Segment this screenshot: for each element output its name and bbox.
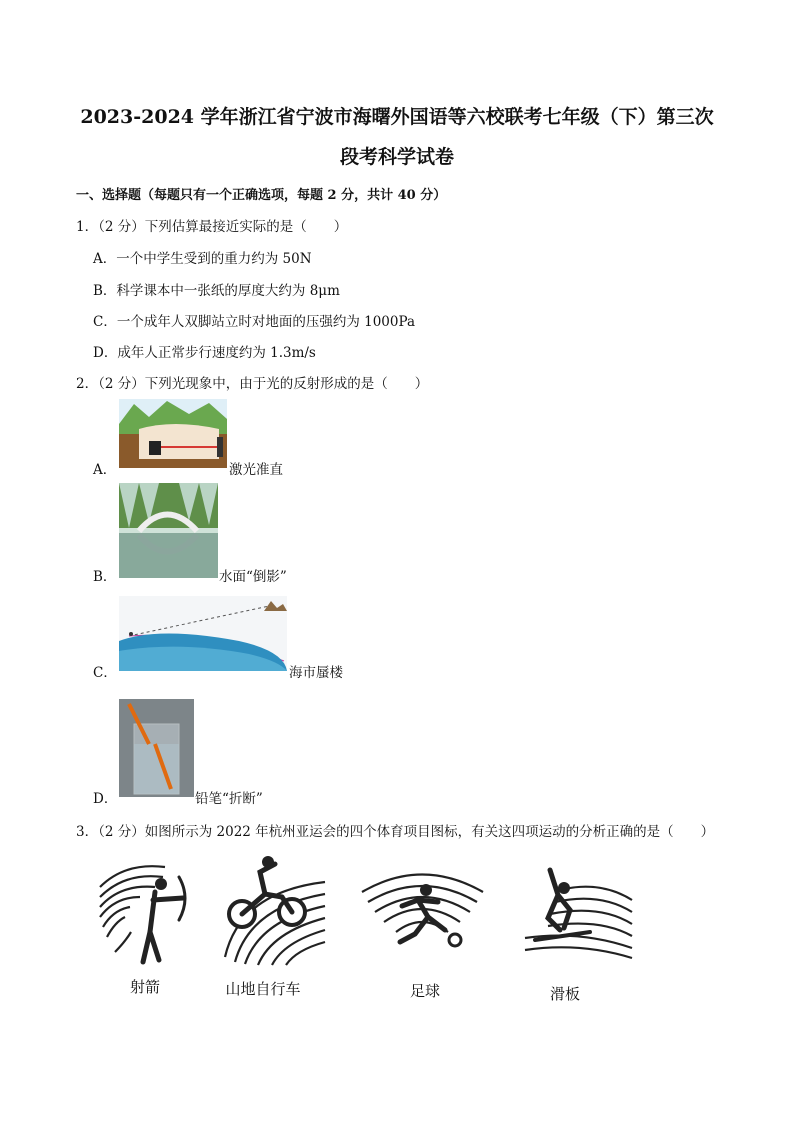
question-2-option-a-letter: A． [93, 462, 117, 478]
mirage-image [119, 596, 287, 671]
laser-tunnel-image [119, 399, 227, 468]
football-icon [360, 862, 485, 957]
skateboard-icon [520, 860, 635, 965]
question-3-stem: 3．（2 分）如图所示为 2022 年杭州亚运会的四个体育项目图标，有关这四项运动的分析正确的是（ ） [76, 824, 715, 840]
archery-icon [95, 852, 195, 967]
section-heading: 一、选择题（每题只有一个正确选项，每题 2 分，共计 40 分） [76, 188, 447, 203]
question-1-option-c: C．一个成年人双脚站立时对地面的压强约为 1000Pa [93, 314, 416, 330]
page-title-line2: 段考科学试卷 [339, 146, 454, 168]
icon-label-football: 足球 [409, 982, 440, 1000]
question-2-option-b-letter: B． [93, 569, 117, 585]
bridge-reflection-image [119, 483, 218, 578]
question-2-stem: 2．（2 分）下列光现象中，由于光的反射形成的是（ ） [76, 376, 429, 392]
icon-label-mountain-bike: 山地自行车 [225, 980, 301, 998]
question-1-stem: 1．（2 分）下列估算最接近实际的是（ ） [76, 219, 348, 235]
question-2-option-b-caption: 水面“倒影” [219, 569, 287, 585]
question-1-option-d: D．成年人正常步行速度约为 1.3m/s [93, 345, 316, 361]
page-title-line1: 2023-2024 学年浙江省宁波市海曙外国语等六校联考七年级（下）第三次 [80, 106, 714, 128]
icon-label-skateboard: 滑板 [549, 985, 580, 1003]
mountain-bike-icon [220, 852, 330, 967]
question-2-option-a-caption: 激光准直 [229, 462, 283, 478]
pencil-glass-image [119, 699, 194, 797]
question-1-option-b: B．科学课本中一张纸的厚度大约为 8μm [93, 283, 340, 299]
question-2-option-d-caption: 铅笔“折断” [195, 791, 263, 807]
question-2-option-c-letter: C． [93, 665, 117, 681]
question-2-option-d-letter: D． [93, 791, 118, 807]
question-2-option-c-caption: 海市蜃楼 [289, 665, 343, 681]
question-1-option-a: A．一个中学生受到的重力约为 50N [93, 251, 312, 267]
icon-label-archery: 射箭 [129, 978, 160, 996]
